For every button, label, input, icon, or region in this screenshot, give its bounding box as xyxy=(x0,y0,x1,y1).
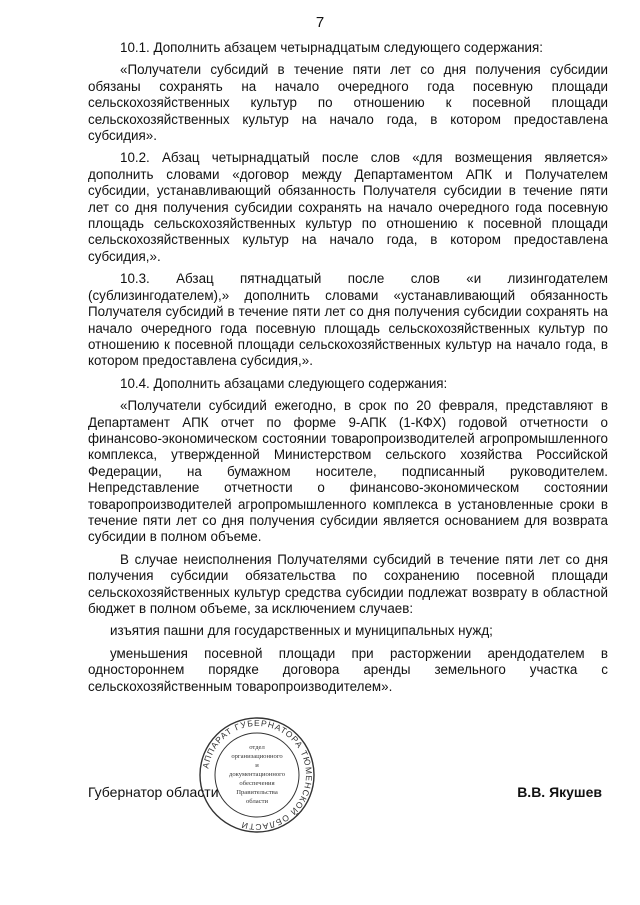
page-number: 7 xyxy=(315,14,325,31)
stamp-line: области xyxy=(245,798,269,805)
paragraph-exception-1: изъятия пашни для государственных и муниципальных нужд; xyxy=(110,623,493,639)
stamp-line: организационного xyxy=(231,753,283,760)
signatory-position: Губернатор области xyxy=(88,784,219,800)
paragraph-10-1-quote: «Получатели субсидий в течение пяти лет со дня получения субсидии обязаны сохранять на начало очередного года посевную площади сельскохозяйственных культур по отношению к посевной площади сельскохозяйственных культур на начало года, в котором предоставлена субсидия». xyxy=(88,62,608,144)
stamp-line: Правительства xyxy=(236,789,278,796)
paragraph-10-2: 10.2. Абзац четырнадцатый после слов «для возмещения является» дополнить словами «договор между Департаментом АПК и Получателем субсидии, устанавливающий обязанность Получателя субсидии в течение пяти лет со дня получения субсидии сохранять на начало очередного года посевную площадь сельскохозяйственных культур по отношению к посевной площади сельскохозяйственных культур на начало года, в котором предоставлена субсидия,». xyxy=(88,150,608,264)
official-stamp xyxy=(198,716,316,834)
stamp-line: и xyxy=(255,762,259,769)
paragraph-non-fulfillment: В случае неисполнения Получателями субсидий в течение пяти лет со дня получения субсидии обязательства по сохранению посевной площади сельскохозяйственных культур средства субсидии подлежат возврату в областной бюджет в полном объеме, за исключением случаев: xyxy=(88,551,608,616)
stamp-outer-text: АППАРАТ ГУБЕРНАТОРА ТЮМЕНСКОЙ ОБЛАСТИ xyxy=(200,717,315,833)
paragraph-exception-2: уменьшения посевной площади при расторжении арендодателем в одностороннем порядке договора аренды земельного участка с сельскохозяйственным товаропроизводителем». xyxy=(88,645,608,694)
paragraph-10-4: 10.4. Дополнить абзацами следующего содержания: xyxy=(120,375,448,391)
paragraph-10-1: 10.1. Дополнить абзацем четырнадцатым следующего содержания: xyxy=(120,40,543,55)
stamp-line: отдел xyxy=(249,744,265,751)
paragraph-10-3: 10.3. Абзац пятнадцатый после слов «и лизингодателем (сублизингодателем),» дополнить словами «устанавливающий обязанность Получателя субсидий в течение пяти лет со дня получения субсидии сохранять на начало очередного года посевную площадь сельскохозяйственных культур по отношению к посевной площади сельскохозяйственных культур на начало года, в котором предоставлена субсидия,». xyxy=(88,271,608,369)
stamp-line: обеспечения xyxy=(239,780,275,787)
signatory-name: В.В. Якушев xyxy=(517,784,602,800)
document-body xyxy=(88,40,608,701)
paragraph-reporting: «Получатели субсидий ежегодно, в срок по 20 февраля, представляют в Департамент АПК отчет по форме 9-АПК (1-КФХ) годовой отчетности о финансово-экономическом состоянии товаропроизводителей агропромышленного комплекса, утвержденной Министерством сельского хозяйства Российской Федерации, на бумажном носителе, подписанный руководителем. Непредставление отчетности о финансово-экономическом состоянии товаропроизводителей агропромышленного комплекса в установленные сроки в течение пяти лет со дня получения субсидии является основанием для возврата субсидии в полном объеме. xyxy=(88,398,608,545)
stamp-line: документационного xyxy=(228,771,286,778)
